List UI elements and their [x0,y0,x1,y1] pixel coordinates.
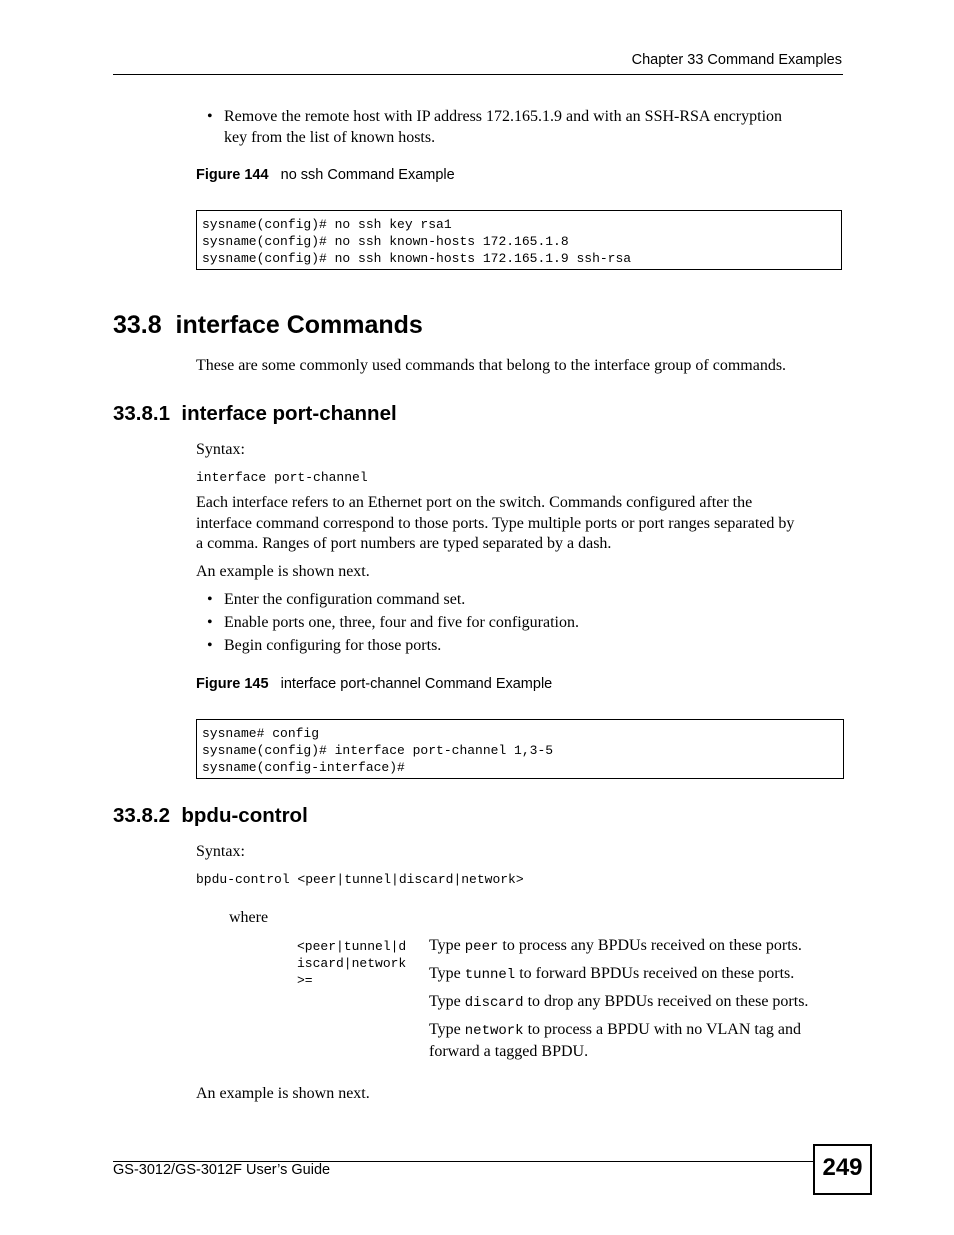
figure-caption: Figure 144 no ssh Command Example [196,167,455,183]
section-heading: 33.8 interface Commands [113,311,423,339]
page-number: 249 [813,1144,872,1195]
subsection-heading: 33.8.1 interface port-channel [113,402,397,425]
bullet-text: Enable ports one, three, four and five for configuration. [224,614,579,631]
bullet-text: Begin configuring for those ports. [224,637,442,654]
paragraph: Each interface refers to an Ethernet port on the switch. Commands configured after the interface command correspond to those ports. Type multiple ports or port ranges separated by a comma. Ranges of port numbers are typed separated by a dash. [196,494,795,552]
code-example [196,719,844,779]
syntax-code: bpdu-control <peer|tunnel|discard|network> [196,872,524,887]
paragraph: An example is shown next. [196,1085,370,1102]
bullet-icon: • [207,591,213,608]
code-line: sysname(config-interface)# [202,760,405,775]
syntax-label: Syntax: [196,843,245,860]
code-example [196,210,842,270]
code-line: sysname(config)# no ssh key rsa1 [202,217,452,232]
bullet-icon: • [207,614,213,631]
bullet-text: Enter the configuration command set. [224,591,466,608]
paragraph: An example is shown next. [196,563,370,580]
bullet-icon: • [207,108,213,125]
parameter-cell: <peer|tunnel|d iscard|network >= [297,939,407,988]
code-line: sysname(config)# no ssh known-hosts 172.165.1.8 [202,234,569,249]
footer-guide-title: GS-3012/GS-3012F User’s Guide [113,1162,331,1178]
bullet-text: Remove the remote host with IP address 172.165.1.9 and with an SSH-RSA encryption key from the list of known hosts. [224,108,783,146]
figure-caption: Figure 145 interface port-channel Command Example [196,676,553,692]
header-rule [113,74,843,75]
subsection-heading: 33.8.2 bpdu-control [113,804,308,827]
bullet-icon: • [207,637,213,654]
parameter-description: Type tunnel to forward BPDUs received on these ports. [429,965,795,983]
code-line: sysname(config)# no ssh known-hosts 172.165.1.9 ssh-rsa [202,251,632,266]
code-line: sysname# config [202,726,320,741]
syntax-code: interface port-channel [196,470,368,485]
parameter-description: Type peer to process any BPDUs received on these ports. [429,937,802,955]
syntax-label: Syntax: [196,441,245,458]
running-header: Chapter 33 Command Examples [631,52,842,68]
parameter-description: Type discard to drop any BPDUs received on these ports. [429,993,809,1011]
parameter-description: Type network to process a BPDU with no VLAN tag and forward a tagged BPDU. [429,1021,802,1060]
code-line: sysname(config)# interface port-channel 1,3-5 [202,743,554,758]
where-label: where [229,909,269,926]
paragraph: These are some commonly used commands that belong to the interface group of commands. [196,357,787,374]
